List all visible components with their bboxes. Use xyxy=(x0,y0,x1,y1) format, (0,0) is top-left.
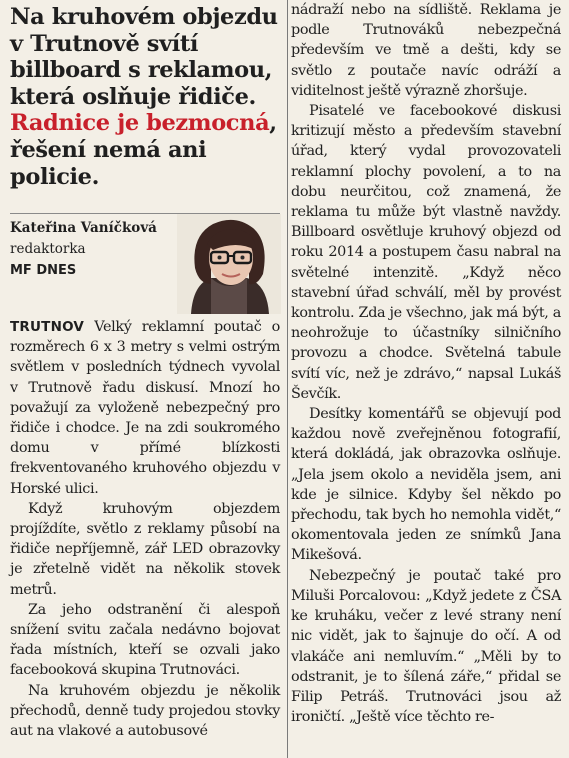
article-body-left xyxy=(10,317,280,741)
lead-text: Velký reklamní poutač o rozměrech 6 x 3 metry s velmi ostrým světlem v posledních týdnech vyvolal v Trutnově řadu diskusí. Mnozí ho považují za vyloženě nebezpečný pro řidiče i chodce. Je na zdi soukromého domu v přímé blízkosti frekventovaného kruhového objezdu v Horské ulici. xyxy=(10,319,280,497)
continued-paragraph: nádraží nebo na sídliště. Reklama je podle Trutnováků nebezpečná především ve tmě a dešti, kdy se světlo z poutače navíc odráží a viditelnost ještě výrazně zhoršuje. xyxy=(291,2,561,99)
right-column xyxy=(291,0,563,758)
paragraph: Na kruhovém objezdu je několik přechodů, denně tudy projedou stovky aut na vlakové a autobusové xyxy=(10,682,280,740)
dateline: TRUTNOV xyxy=(10,319,85,335)
author-portrait xyxy=(177,214,281,314)
headline-part-2: , řešení nemá ani policie. xyxy=(10,110,277,190)
portrait-icon xyxy=(177,214,281,314)
column-divider xyxy=(287,0,288,758)
article-body-right xyxy=(291,0,561,727)
headline-part-1: Na kruhovém objezdu v Trutnově svítí billboard s reklamou, která oslňuje řidiče. xyxy=(10,4,278,110)
paragraph: Pisatelé ve facebookové diskusi kritizují město a především stavební úřad, který vydal provozovateli reklamní plochy povolení, a to na dobu neurčitou, což znamená, že reklama tu může být vlastně navždy. Billboard osvětluje kruhový objezd od roku 2014 a postupem času nabral na světelné intenzitě. „Když něco stavební úřad schválí, měl by provést kontrolu. Zda je všechno, jak má být, a neohrožuje to účastníky silničního provozu a chodce. Světelná tabule svítí víc, než je zdrávo,“ napsal Lukáš Ševčík. xyxy=(291,103,561,402)
author-name: Kateřina Vaníčková xyxy=(10,220,157,236)
author-outlet: MF DNES xyxy=(10,263,77,278)
paragraph: Když kruhovým objezdem projíždíte, světlo z reklamy působí na řidiče nepříjemně, zář LED obrazovky je zřetelně vidět na několik stovek metrů. xyxy=(10,500,280,598)
headline-red-emphasis: Radnice je bezmocná xyxy=(10,110,270,137)
left-column xyxy=(0,0,282,758)
author-role: redaktorka xyxy=(10,241,86,257)
paragraph: Desítky komentářů se objevují pod každou nově zveřejněnou fotografií, která dokládá, jak obrazovka oslňuje. „Jela jsem okolo a neviděla jsem, ani kde je silnice. Kdyby šel někdo po přechodu, tak bych ho nemohla vidět,“ okomentovala jeden ze snímků Jana Mikešová. xyxy=(291,406,561,564)
paragraph: Za jeho odstranění či alespoň snížení svitu začala nedávno bojovat řada místních, kteří se ozvali jako facebooková skupina Trutnováci. xyxy=(10,601,280,679)
paragraph: Nebezpečný je poutač také pro Miluši Porcalovou: „Když jedete z ČSA ke kruháku, večer z levé strany není nic vidět, jak to šajnuje do očí. A od vlakáče ani nemluvím.“ „Měli by to odstranit, je to šílená záře,“ přidal se Filip Petráš. Trutnováci jsou až ironičtí. „Ještě více těchto re- xyxy=(291,567,561,726)
byline xyxy=(10,218,180,282)
lead-paragraph xyxy=(10,317,280,499)
headline xyxy=(10,4,282,190)
